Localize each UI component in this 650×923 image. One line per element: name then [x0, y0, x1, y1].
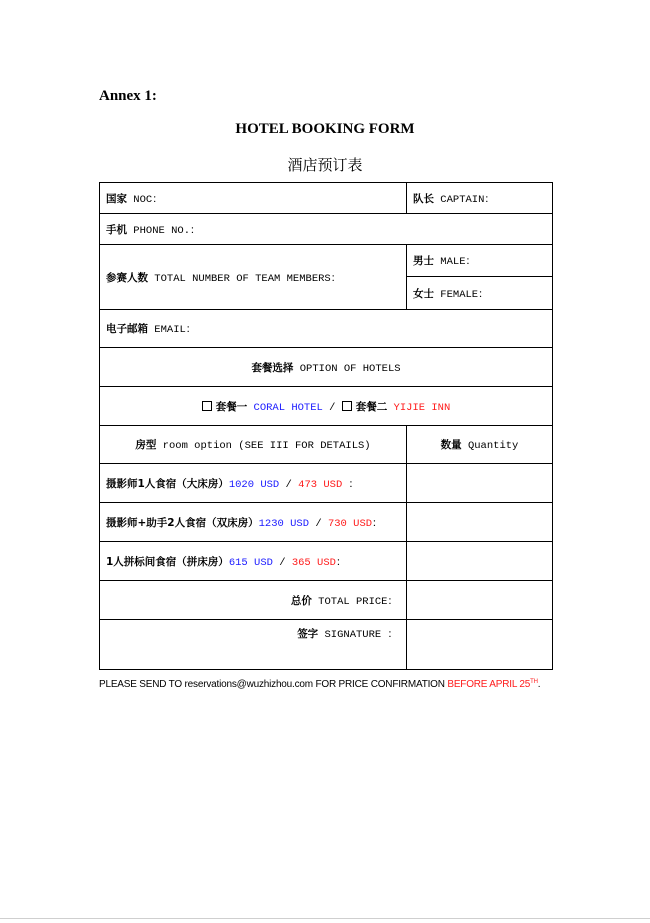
total-price-field[interactable]	[407, 581, 553, 620]
checkbox-coral-hotel[interactable]	[202, 401, 212, 411]
annex-label: Annex 1:	[99, 88, 157, 104]
email-field[interactable]: 电子邮箱 EMAIL：	[100, 310, 553, 348]
room-option-row: 摄影师1人食宿（大床房）1020 USD / 473 USD ：	[100, 464, 407, 503]
checkbox-yijie-inn[interactable]	[342, 401, 352, 411]
form-title-en: HOTEL BOOKING FORM	[235, 121, 415, 137]
page-bottom-border	[0, 918, 650, 919]
signature-field[interactable]	[407, 620, 553, 670]
male-field[interactable]: 男士 MALE：	[407, 245, 553, 277]
total-price-label: 总价 TOTAL PRICE：	[100, 581, 407, 620]
team-members-field: 参赛人数 TOTAL NUMBER OF TEAM MEMBERS：	[100, 245, 407, 310]
hotel-options-header: 套餐选择 OPTION OF HOTELS	[100, 348, 553, 387]
form-title-cn: 酒店预订表	[287, 156, 363, 174]
quantity-header: 数量 Quantity	[407, 426, 553, 464]
coral-hotel-label: CORAL HOTEL	[247, 401, 323, 414]
footer-instructions: PLEASE SEND TO reservations@wuzhizhou.com FOR PRICE CONFIRMATION BEFORE APRIL 25TH.	[99, 679, 541, 690]
room-option-header: 房型 room option (SEE III FOR DETAILS)	[100, 426, 407, 464]
signature-label: 签字 SIGNATURE ：	[100, 620, 407, 670]
hotel-options-row: 套餐一 CORAL HOTEL / 套餐二 YIJIE INN	[100, 387, 553, 426]
quantity-input-3[interactable]	[407, 542, 553, 581]
room-option-row: 1人拼标间食宿（拼床房）615 USD / 365 USD：	[100, 542, 407, 581]
captain-field[interactable]: 队长 CAPTAIN：	[407, 183, 553, 214]
quantity-input-2[interactable]	[407, 503, 553, 542]
quantity-input-1[interactable]	[407, 464, 553, 503]
noc-field[interactable]: 国家 NOC：	[100, 183, 407, 214]
female-field[interactable]: 女士 FEMALE：	[407, 277, 553, 310]
deadline-text: BEFORE APRIL 25TH	[447, 679, 538, 690]
room-option-row: 摄影师+助手2人食宿（双床房）1230 USD / 730 USD：	[100, 503, 407, 542]
booking-form-table	[99, 182, 553, 670]
phone-field[interactable]: 手机 PHONE NO.：	[100, 214, 553, 245]
yijie-inn-label: YIJIE INN	[387, 401, 451, 414]
